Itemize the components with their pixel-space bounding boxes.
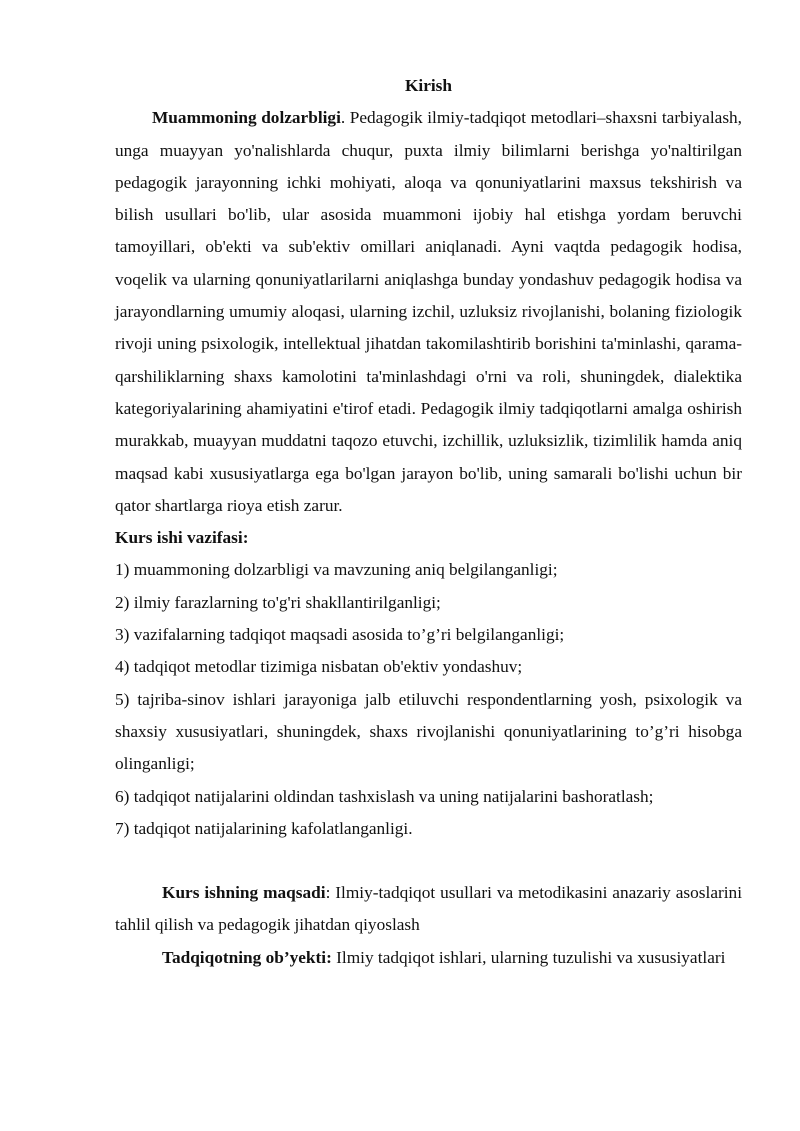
task-item-6: 6) tadqiqot natijalarini oldindan tashxislash va uning natijalarini bashoratlash;: [115, 786, 654, 806]
tasks-list: [115, 554, 742, 845]
task-item-2: 2) ilmiy farazlarning to'g'ri shakllantirilganligi;: [115, 592, 441, 612]
section-spacer: [115, 845, 742, 877]
object-paragraph: [115, 942, 742, 974]
task-item-4: 4) tadqiqot metodlar tizimiga nisbatan ob'ektiv yondashuv;: [115, 657, 523, 677]
document-page: [115, 70, 742, 974]
task-item-5: 5) tajriba-sinov ishlari jarayoniga jalb etiluvchi respondentlarning yosh, psixologik va shaxsiy xususiyatlari, shuningdek, shaxs rivojlanishi qonuniyatlarining to’g’ri hisobga olinganligi;: [115, 689, 742, 774]
relevance-paragraph: [115, 102, 742, 522]
relevance-text: . Pedagogik ilmiy-tadqiqot metodlari–shaxsni tarbiyalash, unga muayyan yo'nalishlarda chuqur, puxta ilmiy bilimlarni berishga yo'naltirilgan pedagogik jarayonning ichki mohiyati, aloqa va qonuniyatlarini maxsus tekshirish va bilish usullari bo'lib, ular asosida muammoni ijobiy hal etishga yordam beruvchi tamoyillari, ob'ekti va sub'ektiv omillari aniqlanadi. Ayni vaqtda pedagogik hodisa, voqelik va ularning qonuniyatlarilarni aniqlashga bunday yondashuv pedagogik hodisa va jarayondlarning umumiy aloqasi, ularning izchil, uzluksiz rivojlanishi, bolaning fiziologik rivoji uning psixologik, intellektual jihatdan takomilashtirib borishini ta'minlashi, qarama-qarshiliklarning shaxs kamolotini ta'minlashdagi o'rni va roli, shuningdek, dialektika kategoriyalarining ahamiyatini e'tirof etadi. Pedagogik ilmiy tadqiqotlarni amalga oshirish murakkab, muayyan muddatni taqozo etuvchi, izchillik, uzluksizlik, tizimlilik hamda aniq maqsad kabi xususiyatlarga ega bo'lgan jarayon bo'lib, uning samarali bo'lishi uchun bir qator shartlarga rioya etish zarur.: [115, 108, 743, 515]
object-text: Ilmiy tadqiqot ishlari, ularning tuzulishi va xususiyatlari: [331, 947, 726, 967]
object-label: Tadqiqotning ob’yekti:: [162, 947, 332, 967]
relevance-label: Muammoning dolzarbligi: [152, 108, 341, 128]
task-item-7: 7) tadqiqot natijalarining kafolatlanganligi.: [115, 818, 413, 838]
goal-label: Kurs ishning maqsadi: [162, 883, 326, 903]
document-title: Kirish: [404, 76, 453, 95]
tasks-heading: Kurs ishi vazifasi:: [115, 528, 249, 548]
goal-text: : Ilmiy-tadqiqot usullari va metodikasini anazariy asoslarini tahlil qilish va pedagogik jihatdan qiyoslash: [115, 883, 742, 935]
task-item-1: 1) muammoning dolzarbligi va mavzuning aniq belgilanganligi;: [115, 560, 558, 580]
goal-paragraph: [115, 877, 742, 942]
task-item-3: 3) vazifalarning tadqiqot maqsadi asosida to’g’ri belgilanganligi;: [115, 625, 565, 645]
